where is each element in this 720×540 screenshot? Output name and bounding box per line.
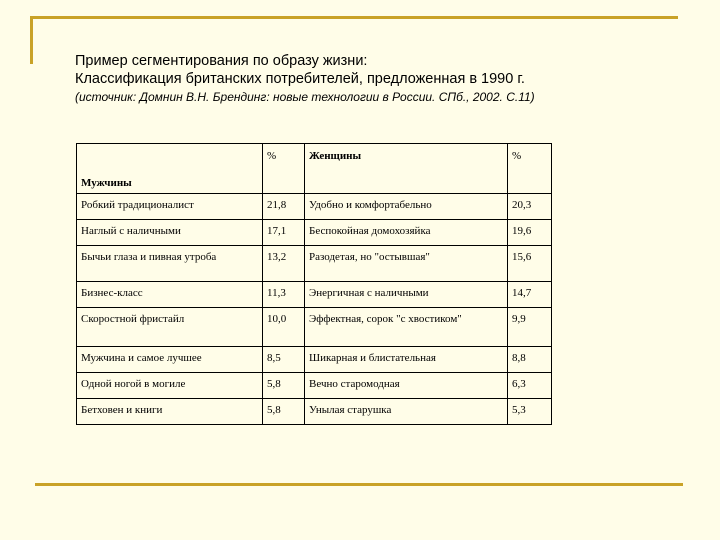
men-segment: Бизнес-класс [77,282,263,308]
header-men-percent: % [263,144,305,194]
women-percent: 9,9 [508,308,552,347]
women-percent: 14,7 [508,282,552,308]
men-percent: 13,2 [263,246,305,282]
source-citation: (источник: Домнин В.Н. Брендинг: новые технологии в России. СПб., 2002. С.11) [75,90,535,104]
men-percent: 8,5 [263,347,305,373]
left-decorative-rule [30,16,33,64]
men-segment: Мужчина и самое лучшее [77,347,263,373]
men-segment: Скоростной фристайл [77,308,263,347]
women-segment: Энергичная с наличными [305,282,508,308]
men-percent: 10,0 [263,308,305,347]
women-percent: 5,3 [508,399,552,425]
heading-line-2: Классификация британских потребителей, предложенная в 1990 г. [75,71,525,87]
table-row [77,282,552,308]
women-segment: Удобно и комфортабельно [305,194,508,220]
slide-heading [75,52,635,105]
top-decorative-rule [30,16,678,19]
men-percent: 17,1 [263,220,305,246]
heading-line-1: Пример сегментирования по образу жизни: [75,53,368,69]
table-row [77,373,552,399]
table-row [77,194,552,220]
table-row [77,399,552,425]
segmentation-table [76,143,552,425]
men-segment: Наглый с наличными [77,220,263,246]
women-segment: Беспокойная домохозяйка [305,220,508,246]
men-segment: Бычьи глаза и пивная утроба [77,246,263,282]
women-segment: Унылая старушка [305,399,508,425]
bottom-decorative-rule [35,483,683,486]
men-percent: 5,8 [263,373,305,399]
header-women-percent: % [508,144,552,194]
women-segment: Вечно старомодная [305,373,508,399]
men-segment: Одной ногой в могиле [77,373,263,399]
table-row [77,246,552,282]
women-percent: 15,6 [508,246,552,282]
women-segment: Эффектная, сорок "с хвостиком" [305,308,508,347]
women-percent: 19,6 [508,220,552,246]
women-percent: 8,8 [508,347,552,373]
men-percent: 11,3 [263,282,305,308]
header-men: Мужчины [77,144,263,194]
table-row [77,347,552,373]
women-segment: Разодетая, но "остывшая" [305,246,508,282]
men-segment: Бетховен и книги [77,399,263,425]
header-women: Женщины [305,144,508,194]
women-percent: 20,3 [508,194,552,220]
women-percent: 6,3 [508,373,552,399]
men-percent: 5,8 [263,399,305,425]
table-header-row [77,144,552,194]
table-row [77,220,552,246]
table-row [77,308,552,347]
men-percent: 21,8 [263,194,305,220]
women-segment: Шикарная и блистательная [305,347,508,373]
men-segment: Робкий традиционалист [77,194,263,220]
